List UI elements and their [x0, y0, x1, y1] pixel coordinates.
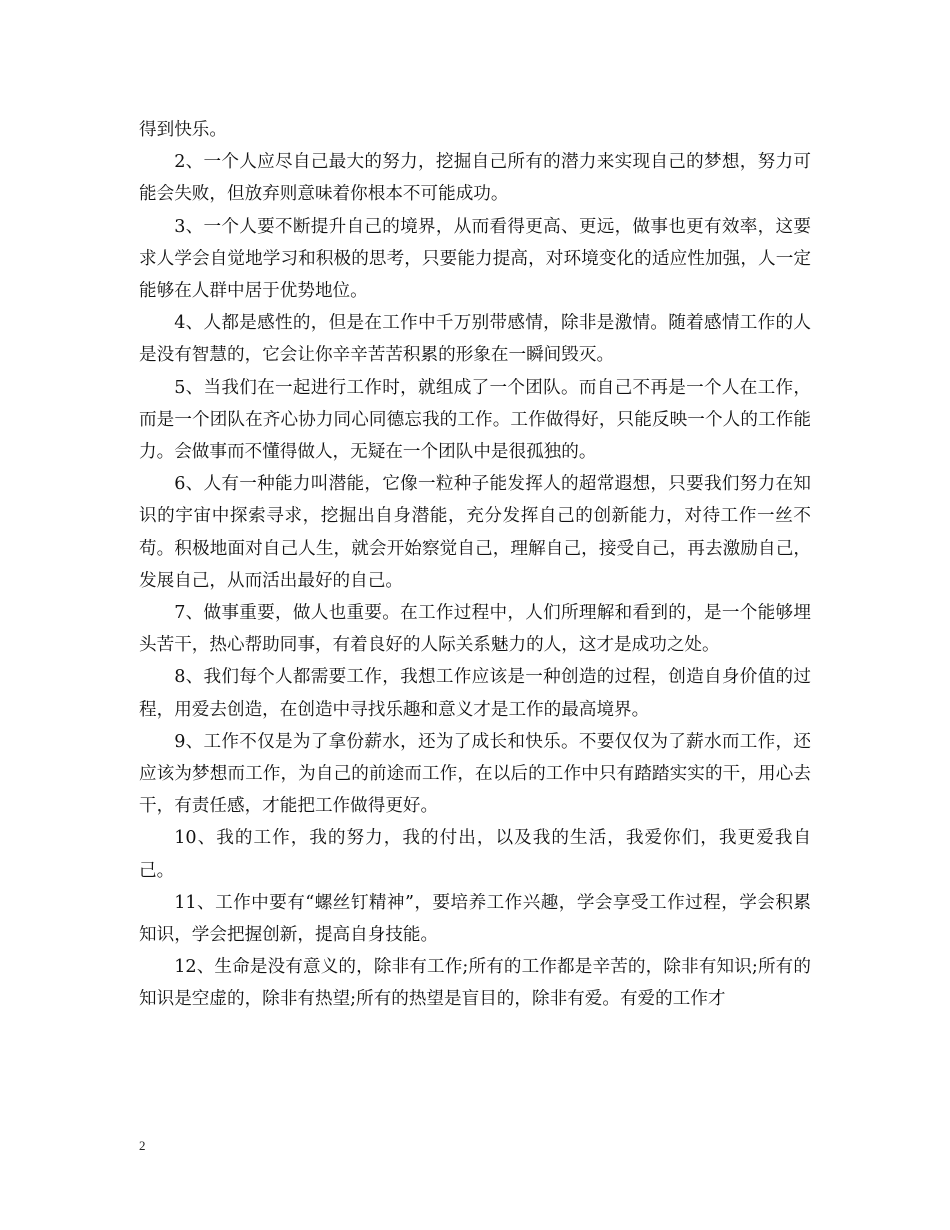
- list-item-11: 11、工作中要有“螺丝钉精神”，要培养工作兴趣，学会享受工作过程，学会积累知识，学会把握创新，提高自身技能。: [139, 892, 811, 946]
- paragraph-continuation: 得到快乐。: [139, 120, 227, 140]
- page-number: 2: [139, 1138, 146, 1153]
- list-item-8: 8、我们每个人都需要工作，我想工作应该是一种创造的过程，创造自身价值的过程，用爱去创造，在创造中寻找乐趣和意义才是工作的最高境界。: [139, 667, 811, 720]
- list-item-5: 5、当我们在一起进行工作时，就组成了一个团队。而自己不再是一个人在工作，而是一个团队在齐心协力同心同德忘我的工作。工作做得好，只能反映一个人的工作能力。会做事而不懂得做人，无疑在一个团队中是很孤独的。: [139, 377, 811, 463]
- list-item-6: 6、人有一种能力叫潜能，它像一粒种子能发挥人的超常遐想，只要我们努力在知识的宇宙中探索寻求，挖掘出自身潜能，充分发挥自己的创新能力，对待工作一丝不苟。积极地面对自己人生，就会开始察觉自己，理解自己，接受自己，再去激励自己，发展自己，从而活出最好的自己。: [139, 474, 811, 591]
- list-item-12: 12、生命是没有意义的，除非有工作;所有的工作都是辛苦的，除非有知识;所有的知识是空虚的，除非有热望;所有的热望是盲目的，除非有爱。有爱的工作才: [139, 957, 811, 1010]
- list-item-2: 2、一个人应尽自己最大的努力，挖掘自己所有的潜力来实现自己的梦想，努力可能会失败，但放弃则意味着你根本不可能成功。: [139, 152, 811, 205]
- body-text: [139, 114, 811, 1016]
- list-item-10: 10、我的工作，我的努力，我的付出，以及我的生活，我爱你们，我更爱我自己。: [139, 828, 811, 881]
- list-item-9: 9、工作不仅是为了拿份薪水，还为了成长和快乐。不要仅仅为了薪水而工作，还应该为梦想而工作，为自己的前途而工作，在以后的工作中只有踏踏实实的干，用心去干，有责任感，才能把工作做得更好。: [139, 731, 811, 817]
- list-item-4: 4、人都是感性的，但是在工作中千万别带感情，除非是激情。随着感情工作的人是没有智慧的，它会让你辛辛苦苦积累的形象在一瞬间毁灭。: [139, 313, 811, 366]
- list-item-3: 3、一个人要不断提升自己的境界，从而看得更高、更远，做事也更有效率，这要求人学会自觉地学习和积极的思考，只要能力提高，对环境变化的适应性加强，人一定能够在人群中居于优势地位。: [139, 216, 811, 302]
- list-item-7: 7、做事重要，做人也重要。在工作过程中，人们所理解和看到的，是一个能够埋头苦干，热心帮助同事，有着良好的人际关系魅力的人，这才是成功之处。: [139, 603, 811, 656]
